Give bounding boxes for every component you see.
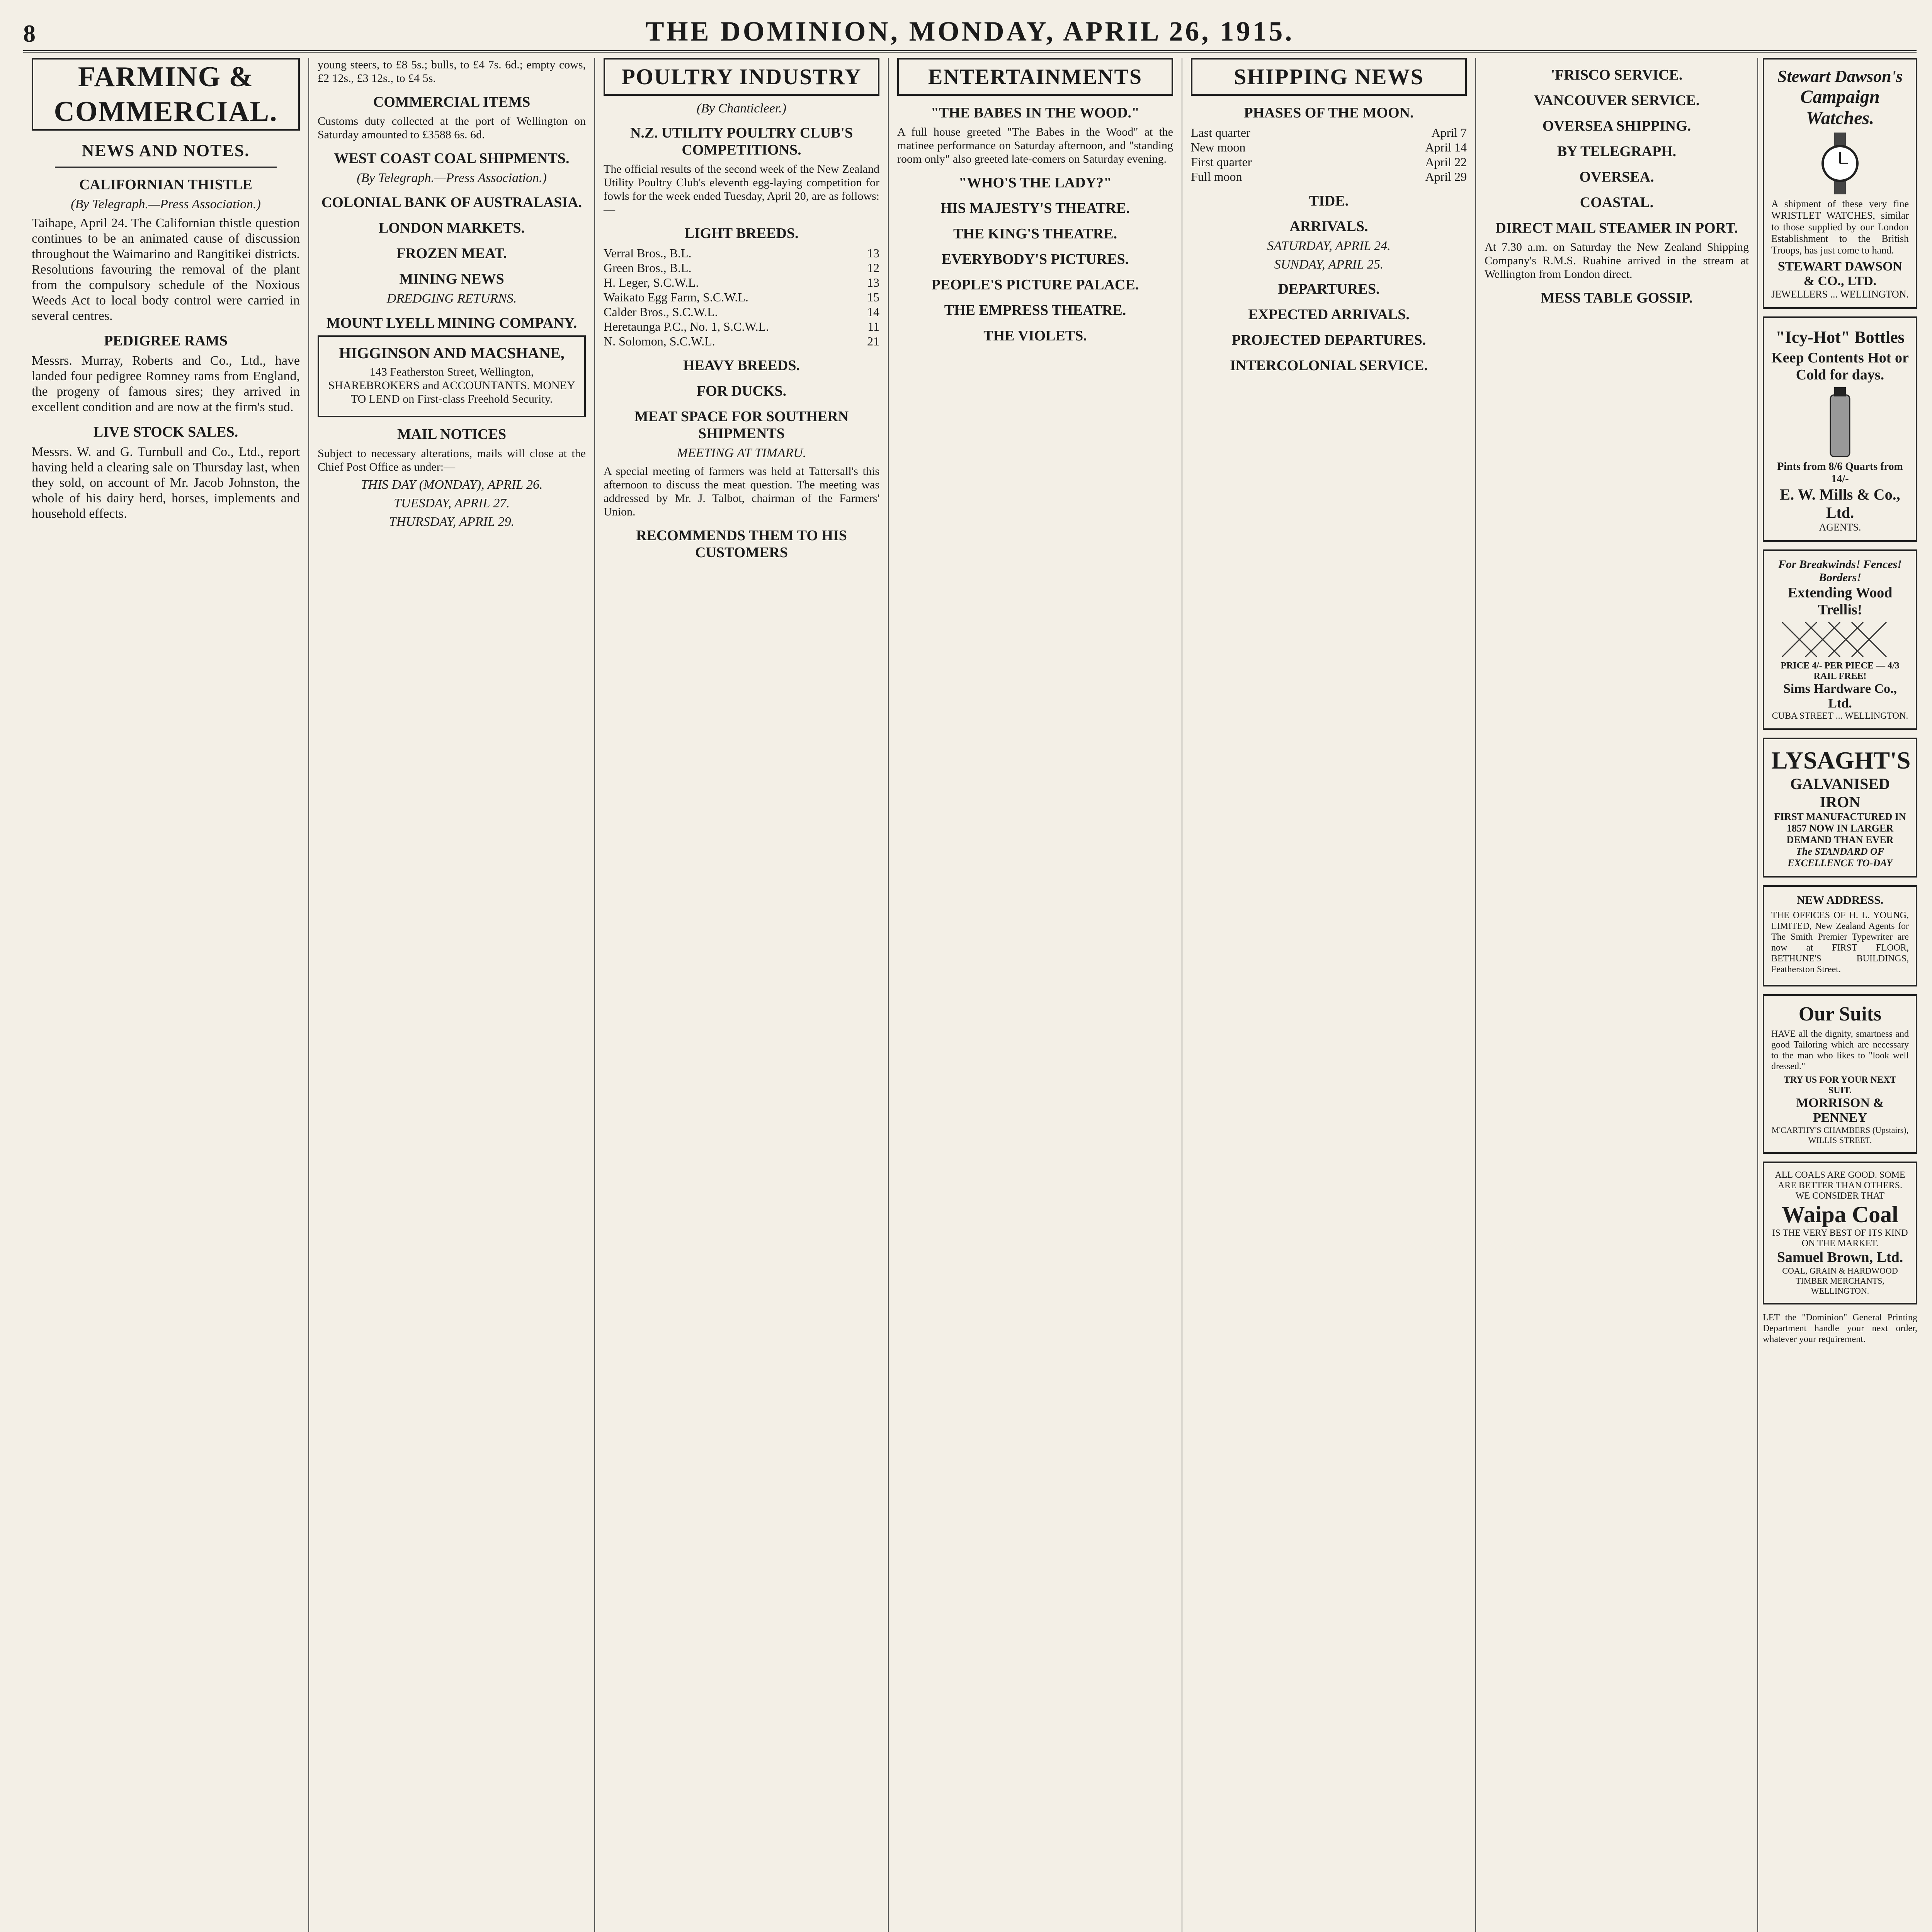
- higginson-title: HIGGINSON AND MACSHANE,: [339, 344, 565, 362]
- stewart-dawson-ad: [1763, 58, 1917, 309]
- heavy-breeds-heading: HEAVY BREEDS.: [683, 357, 800, 374]
- light-breeds-table: [604, 246, 879, 349]
- empress-heading: THE EMPRESS THEATRE.: [944, 302, 1126, 318]
- thistle-dateline: (By Telegraph.—Press Association.): [71, 197, 261, 211]
- poultry-club-heading: N.Z. UTILITY POULTRY CLUB'S COMPETITIONS.: [630, 125, 853, 158]
- icy-hot-sub: Keep Contents Hot or Cold for days.: [1771, 350, 1909, 383]
- dredging-heading: DREDGING RETURNS.: [386, 291, 517, 306]
- higginson-ad: [318, 335, 586, 417]
- sims-hardware-ad: [1763, 549, 1917, 730]
- intercolonial-heading: INTERCOLONIAL SERVICE.: [1230, 357, 1428, 374]
- poultry-banner: POULTRY INDUSTRY: [604, 58, 879, 96]
- mail-intro: Subject to necessary alterations, mails will close at the Chief Post Office as under:—: [318, 447, 586, 473]
- hl-young-ad: [1763, 885, 1917, 986]
- coal-shipments-heading: WEST COAST COAL SHIPMENTS.: [334, 150, 570, 167]
- column-entertainments: [889, 58, 1182, 1932]
- kings-theatre-heading: THE KING'S THEATRE.: [953, 226, 1117, 242]
- poultry-byline: (By Chanticleer.): [696, 101, 787, 116]
- suits-text: HAVE all the dignity, smartness and good Tailoring which are necessary to the man who likes to "look well dressed.": [1771, 1029, 1909, 1071]
- mail-tuesday: TUESDAY, APRIL 27.: [394, 496, 510, 510]
- whos-the-lady-heading: "WHO'S THE LADY?": [958, 175, 1112, 191]
- icy-hot-firm: E. W. Mills & Co., Ltd.: [1780, 486, 1900, 521]
- sims-street: CUBA STREET ... WELLINGTON.: [1772, 711, 1908, 721]
- vancouver-heading: VANCOUVER SERVICE.: [1534, 92, 1700, 109]
- competitor-name: N. Solomon, S.C.W.L.: [604, 334, 715, 348]
- expected-arrivals-heading: EXPECTED ARRIVALS.: [1248, 306, 1410, 323]
- egg-count: 12: [867, 261, 879, 275]
- moon-phase: New moon: [1191, 140, 1246, 154]
- waipa-coal-ad: [1763, 1162, 1917, 1304]
- mail-notices-heading: MAIL NOTICES: [397, 426, 506, 442]
- everybodys-heading: EVERYBODY'S PICTURES.: [941, 251, 1129, 267]
- new-address-text: THE OFFICES OF H. L. YOUNG, LIMITED, New Zealand Agents for The Smith Premier Typewriter are now at FIRST FLOOR, BETHUNE'S BUILDINGS, Featherston Street.: [1771, 910, 1909, 975]
- ducks-heading: FOR DUCKS.: [696, 383, 787, 399]
- timaru-article: A special meeting of farmers was held at Tattersall's this afternoon to discuss the meat question. The meeting was addressed by Mr. J. Talbot, chairman of the Farmers' Union.: [604, 465, 879, 518]
- column-shipping: [1182, 58, 1476, 1932]
- colonial-bank-heading: COLONIAL BANK OF AUSTRALASIA.: [321, 194, 582, 211]
- mining-news-heading: MINING NEWS: [399, 271, 504, 287]
- suits-firm: MORRISON & PENNEY: [1796, 1096, 1884, 1125]
- masthead: [23, 15, 1917, 53]
- table-row: [1191, 140, 1467, 155]
- farming-banner: FARMING & COMMERCIAL.: [32, 58, 300, 131]
- recommends-heading: RECOMMENDS THEM TO HIS CUSTOMERS: [636, 527, 847, 561]
- table-row: [1191, 169, 1467, 184]
- competitor-name: Green Bros., B.L.: [604, 261, 692, 275]
- news-notes-heading: NEWS AND NOTES.: [82, 141, 250, 160]
- stewart-dawson-title: Stewart Dawson's: [1777, 67, 1903, 86]
- table-row: [1191, 155, 1467, 169]
- egg-count: 13: [867, 246, 879, 260]
- trellis-sub: Extending Wood Trellis!: [1787, 585, 1893, 618]
- ruahine-article: At 7.30 a.m. on Saturday the New Zealand Shipping Company's R.M.S. Ruahine arrived in the stream at Wellington from London direct.: [1485, 241, 1749, 281]
- new-address-title: NEW ADDRESS.: [1796, 894, 1884, 906]
- trellis-price: PRICE 4/- PER PIECE — 4/3 RAIL FREE!: [1781, 661, 1900, 681]
- arrivals-date: SATURDAY, APRIL 24.: [1267, 239, 1391, 253]
- egg-count: 11: [867, 320, 879, 333]
- egg-count: 14: [867, 305, 879, 319]
- table-row: [604, 334, 879, 349]
- stock-prices-text: young steers, to £8 5s.; bulls, to £4 7s. 6d.; empty cows, £2 12s., £3 12s., to £4 5s.: [318, 58, 586, 85]
- violets-heading: THE VIOLETS.: [983, 328, 1087, 344]
- stewart-dawson-firm: STEWART DAWSON & CO., LTD.: [1777, 259, 1903, 288]
- rams-heading: PEDIGREE RAMS: [104, 333, 228, 349]
- wristwatch-icon: [1817, 133, 1863, 194]
- vacuum-bottle-icon: [1827, 387, 1854, 457]
- moon-date: April 22: [1425, 155, 1467, 169]
- mail-steamer-heading: DIRECT MAIL STEAMER IN PORT.: [1495, 220, 1738, 236]
- egg-count: 21: [867, 334, 879, 348]
- moon-phases-heading: PHASES OF THE MOON.: [1244, 105, 1414, 121]
- livestock-heading: LIVE STOCK SALES.: [93, 424, 238, 440]
- stewart-dawson-text: A shipment of these very fine WRISTLET WATCHES, similar to those supplied by our London Establishment to the British Troops, has just come to hand.: [1771, 198, 1909, 256]
- suits-address: M'CARTHY'S CHAMBERS (Upstairs), WILLIS STREET.: [1771, 1125, 1909, 1145]
- babes-article: A full house greeted "The Babes in the Wood" at the matinee performance on Saturday afternoon, and "standing room only" also greeted late-comers on Saturday evening.: [897, 126, 1173, 165]
- moon-table: [1191, 125, 1467, 184]
- samuel-brown-firm: Samuel Brown, Ltd.: [1777, 1249, 1903, 1265]
- lysaght-ad: [1763, 738, 1917, 878]
- icy-hot-ad: [1763, 316, 1917, 542]
- column-poultry: [595, 58, 889, 1932]
- moon-phase: Full moon: [1191, 170, 1242, 184]
- trellis-icon: [1782, 622, 1898, 657]
- competitor-name: Heretaunga P.C., No. 1, S.C.W.L.: [604, 320, 769, 333]
- icy-hot-title: "Icy-Hot" Bottles: [1776, 328, 1905, 347]
- icy-hot-agents: AGENTS.: [1819, 522, 1861, 533]
- thistle-heading: CALIFORNIAN THISTLE: [79, 177, 253, 193]
- by-telegraph-heading: BY TELEGRAPH.: [1557, 143, 1677, 160]
- moon-phase: Last quarter: [1191, 126, 1250, 139]
- competitor-name: Verral Bros., B.L.: [604, 246, 692, 260]
- peoples-palace-heading: PEOPLE'S PICTURE PALACE.: [931, 277, 1139, 293]
- suits-title: Our Suits: [1798, 1003, 1882, 1025]
- table-row: [1191, 125, 1467, 140]
- london-markets-heading: LONDON MARKETS.: [379, 220, 525, 236]
- lysaght-sub: GALVANISED IRON: [1790, 775, 1890, 811]
- light-breeds-heading: LIGHT BREEDS.: [684, 225, 799, 242]
- competitor-name: Calder Bros., S.C.W.L.: [604, 305, 718, 319]
- table-row: [604, 275, 879, 290]
- coal-dateline: (By Telegraph.—Press Association.): [357, 171, 547, 185]
- coal-line: ALL COALS ARE GOOD. SOME ARE BETTER THAN OTHERS. WE CONSIDER THAT: [1775, 1170, 1905, 1201]
- customs-text: Customs duty collected at the port of Wellington on Saturday amounted to £3588 6s. 6d.: [318, 115, 586, 141]
- coastal-heading: COASTAL.: [1580, 194, 1654, 211]
- livestock-article: Messrs. W. and G. Turnbull and Co., Ltd., report having held a clearing sale on Thursday last, when they sold, on account of Mr. Jacob Johnston, the whole of his dairy herd, horses, implements and household effects.: [32, 445, 300, 521]
- babes-heading: "THE BABES IN THE WOOD.": [930, 105, 1140, 121]
- printing-notice: LET the "Dominion" General Printing Department handle your next order, whatever your requirement.: [1763, 1313, 1917, 1344]
- trellis-title: For Breakwinds! Fences! Borders!: [1778, 558, 1902, 584]
- waipa-coal-text: IS THE VERY BEST OF ITS KIND ON THE MARKET.: [1772, 1228, 1908, 1248]
- lysaght-title: LYSAGHT'S: [1771, 747, 1911, 774]
- egg-count: 15: [867, 290, 879, 304]
- column-farming: [23, 58, 309, 1932]
- mail-thursday: THURSDAY, APRIL 29.: [389, 515, 515, 529]
- stewart-dawson-city: JEWELLERS ... WELLINGTON.: [1771, 289, 1909, 300]
- moon-phase: First quarter: [1191, 155, 1252, 169]
- projected-departures-heading: PROJECTED DEPARTURES.: [1231, 332, 1426, 348]
- moon-date: April 14: [1425, 140, 1467, 154]
- frozen-meat-heading: FROZEN MEAT.: [396, 245, 507, 262]
- shipping-banner: SHIPPING NEWS: [1191, 58, 1467, 96]
- mount-lyell-heading: MOUNT LYELL MINING COMPANY.: [326, 315, 577, 331]
- egg-count: 13: [867, 276, 879, 289]
- table-row: [604, 246, 879, 260]
- table-row: [604, 319, 879, 334]
- table-row: [604, 290, 879, 304]
- higginson-text: 143 Featherston Street, Wellington, SHAREBROKERS and ACCOUNTANTS. MONEY TO LEND on First-class Freehold Security.: [328, 366, 575, 405]
- entertainments-banner: ENTERTAINMENTS: [897, 58, 1173, 96]
- moon-date: April 29: [1425, 170, 1467, 184]
- samuel-brown-sub: COAL, GRAIN & HARDWOOD TIMBER MERCHANTS, WELLINGTON.: [1782, 1266, 1898, 1296]
- frisco-heading: 'FRISCO SERVICE.: [1551, 67, 1683, 83]
- commercial-items-heading: COMMERCIAL ITEMS: [373, 94, 531, 110]
- icy-hot-price: Pints from 8/6 Quarts from 14/-: [1777, 461, 1903, 485]
- departures-heading: DEPARTURES.: [1278, 281, 1380, 297]
- poultry-intro: The official results of the second week of the New Zealand Utility Poultry Club's eleventh egg-laying competition for fowls for the week ended Tuesday, April 20, are as follows:—: [604, 163, 879, 216]
- moon-date: April 7: [1431, 126, 1467, 139]
- tide-heading: TIDE.: [1309, 193, 1349, 209]
- suits-cta: TRY US FOR YOUR NEXT SUIT.: [1784, 1075, 1896, 1095]
- his-majestys-heading: HIS MAJESTY'S THEATRE.: [940, 200, 1130, 216]
- lysaght-tagline: The STANDARD OF EXCELLENCE TO-DAY: [1787, 846, 1893, 869]
- morrison-penney-ad: [1763, 994, 1917, 1154]
- competitor-name: Waikato Egg Farm, S.C.W.L.: [604, 290, 748, 304]
- mail-monday: THIS DAY (MONDAY), APRIL 26.: [361, 478, 543, 492]
- column-commercial: [309, 58, 595, 1932]
- arrivals-heading: ARRIVALS.: [1289, 218, 1368, 235]
- meat-space-heading: MEAT SPACE FOR SOUTHERN SHIPMENTS: [634, 408, 849, 442]
- sunday-date: SUNDAY, APRIL 25.: [1274, 257, 1384, 272]
- mess-table-heading: MESS TABLE GOSSIP.: [1541, 290, 1693, 306]
- newspaper-title: THE DOMINION, MONDAY, APRIL 26, 1915.: [645, 16, 1294, 47]
- stewart-dawson-sub: Campaign Watches.: [1800, 87, 1880, 128]
- oversea-heading: OVERSEA.: [1579, 169, 1654, 185]
- column-advertisements: [1758, 58, 1922, 1932]
- waipa-coal-title: Waipa Coal: [1782, 1202, 1898, 1227]
- page-number: 8: [23, 20, 36, 47]
- timaru-heading: MEETING AT TIMARU.: [677, 446, 806, 460]
- table-row: [604, 304, 879, 319]
- lysaght-text: FIRST MANUFACTURED IN 1857 NOW IN LARGER DEMAND THAN EVER: [1774, 811, 1906, 845]
- table-row: [604, 260, 879, 275]
- rams-article: Messrs. Murray, Roberts and Co., Ltd., have landed four pedigree Romney rams from England, the progeny of famous sires; they arrived in excellent condition and are now at the firm's stud.: [32, 354, 300, 414]
- column-shipping-continued: [1476, 58, 1758, 1932]
- thistle-article: Taihape, April 24. The Californian thistle question continues to be an animated cause of discussion throughout the Waimarino and Rangitikei districts. Resolutions favouring the removal of the plant from the compulsory schedule of the Noxious Weeds Act to local body control were carried in several centres.: [32, 216, 300, 323]
- competitor-name: H. Leger, S.C.W.L.: [604, 276, 699, 289]
- sims-firm: Sims Hardware Co., Ltd.: [1783, 682, 1897, 711]
- oversea-shipping-heading: OVERSEA SHIPPING.: [1542, 118, 1691, 134]
